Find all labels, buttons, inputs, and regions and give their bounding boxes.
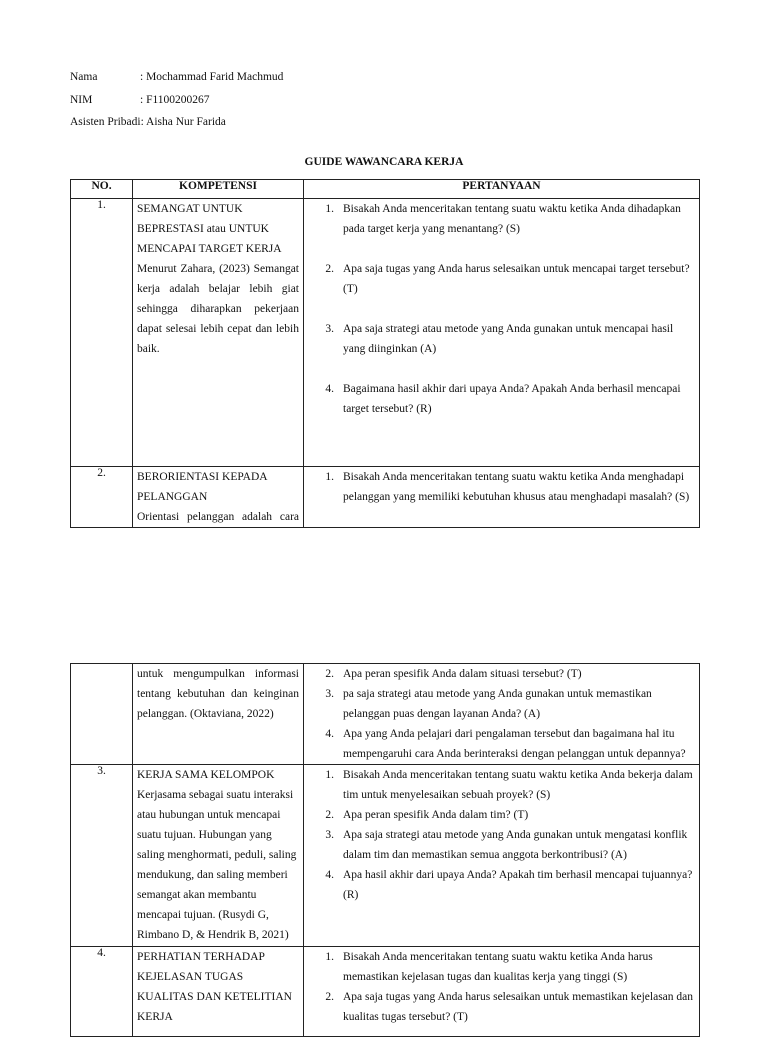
kompetensi-cell [133, 765, 304, 947]
kompetensi-title: KERJA SAMA KELOMPOK [137, 769, 275, 781]
question-text: Apa hasil akhir dari upaya Anda? Apakah tim berhasil mencapai tujuannya? (R) [343, 869, 693, 901]
table-header-row [71, 180, 700, 199]
kompetensi-description: untuk mengumpulkan informasi tentang kebutuhan dan keinginan pelanggan. (Oktaviana, 2022) [137, 668, 299, 720]
question-text: Apa saja tugas yang Anda harus selesaikan untuk mencapai target tersebut? (T) [343, 263, 690, 295]
question-number: 2. [325, 991, 334, 1003]
question-number: 4. [325, 869, 334, 881]
header-kompetensi: KOMPETENSI [133, 180, 304, 199]
question-item [308, 805, 695, 825]
question-item [308, 379, 695, 419]
table-row [71, 664, 700, 765]
questions-cell [304, 199, 700, 467]
table-row [71, 765, 700, 947]
name-label: Nama [70, 71, 98, 83]
question-item [308, 664, 695, 684]
interview-table-page1 [70, 179, 700, 528]
question-item [308, 724, 695, 764]
questions-cell [304, 467, 700, 528]
question-item [308, 825, 695, 865]
question-text: Bagaimana hasil akhir dari upaya Anda? Apakah Anda berhasil mencapai target tersebut? (R) [343, 383, 681, 415]
name-value: : Mochammad Farid Machmud [140, 71, 284, 83]
questions-cell [304, 947, 700, 1037]
question-text: pa saja strategi atau metode yang Anda gunakan untuk memastikan pelanggan puas dengan layanan Anda? (A) [343, 688, 652, 720]
row-number [71, 664, 133, 765]
question-number: 4. [325, 383, 334, 395]
question-text: Apa peran spesifik Anda dalam tim? (T) [343, 809, 529, 821]
assistant-row [70, 111, 283, 134]
question-item [308, 684, 695, 724]
question-number: 4. [325, 728, 334, 740]
question-number: 1. [325, 769, 334, 781]
nim-row [70, 89, 283, 112]
kompetensi-cell [133, 199, 304, 467]
questions-cell [304, 765, 700, 947]
question-number: 1. [325, 203, 334, 215]
nim-value: : F1100200267 [140, 93, 210, 106]
question-text: Apa saja strategi atau metode yang Anda gunakan untuk mencapai hasil yang diinginkan (A) [343, 323, 674, 355]
header-pertanyaan: PERTANYAAN [304, 180, 700, 199]
question-number: 3. [325, 829, 334, 841]
row-number: 4. [71, 947, 133, 1037]
question-text: Bisakah Anda menceritakan tentang suatu waktu ketika Anda menghadapi pelanggan yang memiliki kebutuhan khusus atau menghadapi masalah? (S) [343, 471, 690, 503]
question-number: 3. [325, 688, 334, 700]
table-row [71, 199, 700, 467]
question-text: Apa saja tugas yang Anda harus selesaikan untuk memastikan kejelasan dan kualitas tugas tersebut? (T) [343, 991, 694, 1023]
kompetensi-cell [133, 467, 304, 528]
interview-table-page2 [70, 663, 700, 1037]
question-item [308, 987, 695, 1027]
question-item [308, 467, 695, 507]
row-number: 2. [71, 467, 133, 528]
question-item [308, 319, 695, 359]
question-number: 1. [325, 951, 334, 963]
row-number: 3. [71, 765, 133, 947]
question-number: 2. [325, 263, 334, 275]
table-row [71, 947, 700, 1037]
name-row [70, 66, 283, 89]
question-text: Apa yang Anda pelajari dari pengalaman tersebut dan bagaimana hal itu mempengaruhi cara Anda berinteraksi dengan pelanggan untuk depannya? [343, 728, 686, 760]
document-title: GUIDE WAWANCARA KERJA [304, 156, 464, 168]
kompetensi-title: BERORIENTASI KEPADA PELANGGAN [137, 471, 267, 503]
question-number: 1. [325, 471, 334, 483]
question-item [308, 865, 695, 905]
question-text: Bisakah Anda menceritakan tentang suatu waktu ketika Anda harus memastikan kejelasan tugas dan kualitas kerja yang tinggi (S) [343, 951, 653, 983]
question-text: Apa saja strategi atau metode yang Anda gunakan untuk mengatasi konflik dalam tim dan memastikan semua anggota berkontribusi? (A) [343, 829, 688, 861]
question-item [308, 765, 695, 805]
header-no: NO. [71, 180, 133, 199]
question-item [308, 199, 695, 239]
question-number: 2. [325, 809, 334, 821]
question-text: Bisakah Anda menceritakan tentang suatu waktu ketika Anda bekerja dalam tim untuk menyelesaikan sebuah proyek? (S) [343, 769, 693, 801]
kompetensi-description: Kerjasama sebagai suatu interaksi atau hubungan untuk mencapai suatu tujuan. Hubungan yang saling menghormati, peduli, saling mendukung, dan saling memberi semangat akan membantu mencapai tujuan. (Rusydi G, Rimbano D, & Hendrik B, 2021) [137, 789, 297, 941]
kompetensi-description: Orientasi pelanggan adalah cara [137, 511, 299, 523]
question-number: 3. [325, 323, 334, 335]
table-row [71, 467, 700, 528]
question-number: 2. [325, 668, 334, 680]
assistant-line: Asisten Pribadi: Aisha Nur Farida [70, 116, 226, 128]
kompetensi-title: PERHATIAN TERHADAP KEJELASAN TUGAS KUALITAS DAN KETELITIAN KERJA [137, 951, 292, 1023]
kompetensi-cell [133, 664, 304, 765]
row-number: 1. [71, 199, 133, 467]
questions-cell [304, 664, 700, 765]
question-item [308, 259, 695, 299]
kompetensi-cell [133, 947, 304, 1037]
question-text: Apa peran spesifik Anda dalam situasi tersebut? (T) [343, 668, 582, 680]
question-text: Bisakah Anda menceritakan tentang suatu waktu ketika Anda dihadapkan pada target kerja yang menantang? (S) [343, 203, 681, 235]
nim-label: NIM [70, 93, 93, 106]
document-header [70, 66, 283, 134]
question-item [308, 947, 695, 987]
kompetensi-title: SEMANGAT UNTUK BEPRESTASI atau UNTUK MENCAPAI TARGET KERJA [137, 203, 282, 255]
kompetensi-description: Menurut Zahara, (2023) Semangat kerja adalah belajar lebih giat sehingga diharapkan pekerjaan dapat selesai lebih cepat dan lebih baik. [137, 263, 299, 355]
